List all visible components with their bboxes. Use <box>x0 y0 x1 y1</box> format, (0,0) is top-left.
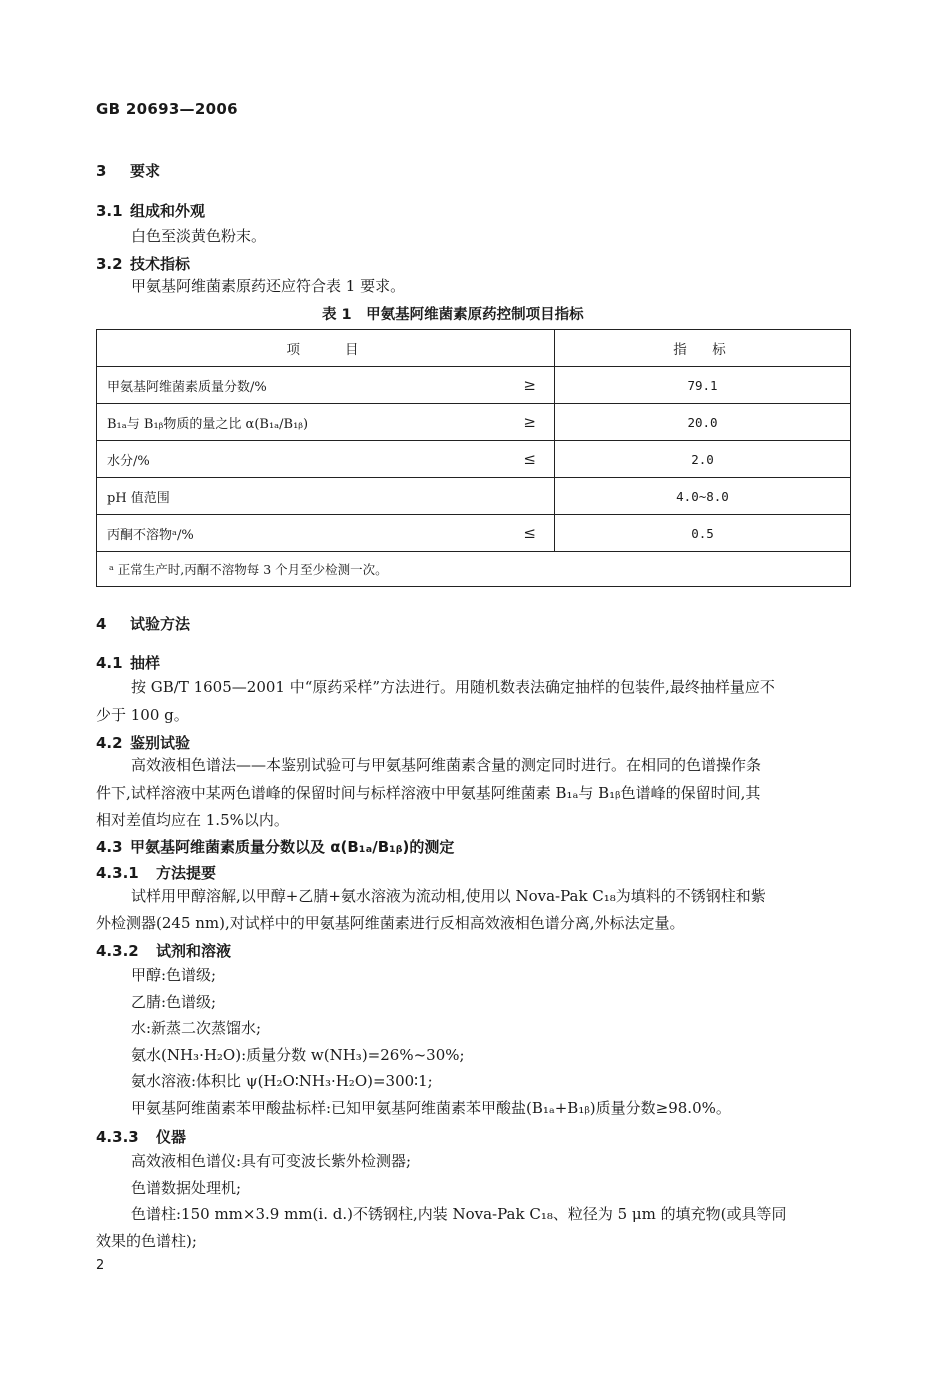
table-cell-item: 甲氨基阿维菌素质量分数/% <box>97 367 491 404</box>
section-3-1-heading <box>96 200 205 221</box>
section-4-1-heading <box>96 652 160 673</box>
section-number: 4.2 <box>96 734 123 752</box>
section-number: 3.2 <box>96 255 123 273</box>
table-cell-symbol: ≤ <box>490 515 555 552</box>
section-title: 技术指标 <box>130 255 191 273</box>
table-cell-value: 79.1 <box>555 367 851 404</box>
list-item: 甲氨基阿维菌素苯甲酸盐标样:已知甲氨基阿维菌素苯甲酸盐(B₁ₐ+B₁ᵦ)质量分数≥98.0%。 <box>131 1099 731 1117</box>
page-number: 2 <box>96 1258 105 1273</box>
table-cell-item: B₁ₐ与 B₁ᵦ物质的量之比 α(B₁ₐ/B₁ᵦ) <box>97 404 491 441</box>
section-4-3-heading <box>96 836 454 857</box>
table-footnote: ᵃ 正常生产时,丙酮不溶物每 3 个月至少检测一次。 <box>97 552 851 587</box>
section-3-heading <box>96 160 160 181</box>
paragraph-line: 高效液相色谱法——本鉴别试验可与甲氨基阿维菌素含量的测定同时进行。在相同的色谱操作条 <box>131 756 762 774</box>
section-title: 抽样 <box>130 654 161 672</box>
section-title: 鉴别试验 <box>130 734 191 752</box>
table-footnote-row <box>97 552 851 587</box>
section-title: 试剂和溶液 <box>156 942 232 960</box>
list-item: 水:新蒸二次蒸馏水; <box>131 1019 262 1037</box>
paragraph-line: 试样用甲醇溶解,以甲醇+乙腈+氨水溶液为流动相,使用以 Nova-Pak C₁₈为填料的不锈钢柱和紫 <box>131 887 766 905</box>
section-number: 4 <box>96 615 107 633</box>
list-item: 甲醇:色谱级; <box>131 966 217 984</box>
table-header-row <box>97 330 851 367</box>
section-4-3-3-heading <box>96 1126 186 1147</box>
table-cell-item: 丙酮不溶物ᵃ/% <box>97 515 491 552</box>
list-item: 色谱柱:150 mm×3.9 mm(i. d.)不锈钢柱,内装 Nova-Pak C₁₈、粒径为 5 μm 的填充物(或具等同 <box>131 1205 787 1223</box>
section-number: 3 <box>96 162 107 180</box>
table-cell-value: 0.5 <box>555 515 851 552</box>
table-cell-symbol: ≤ <box>490 441 555 478</box>
list-item: 高效液相色谱仪:具有可变波长紫外检测器; <box>131 1152 412 1170</box>
spec-table <box>96 329 851 587</box>
table-caption: 表 1 甲氨基阿维菌素原药控制项目指标 <box>322 307 584 323</box>
section-title: 方法提要 <box>156 864 217 882</box>
section-number: 3.1 <box>96 202 123 220</box>
section-title: 试验方法 <box>130 615 191 633</box>
table-cell-value: 2.0 <box>555 441 851 478</box>
list-item: 氨水溶液:体积比 ψ(H₂O∶NH₃·H₂O)=300∶1; <box>131 1072 433 1090</box>
table-row <box>97 441 851 478</box>
section-title: 仪器 <box>156 1128 187 1146</box>
table-row <box>97 515 851 552</box>
list-item: 色谱数据处理机; <box>131 1179 242 1197</box>
standard-number: GB 20693—2006 <box>96 100 238 118</box>
table-cell-value: 4.0~8.0 <box>555 478 851 515</box>
paragraph-line: 外检测器(245 nm),对试样中的甲氨基阿维菌素进行反相高效液相色谱分离,外标法定量。 <box>96 914 685 932</box>
section-number: 4.3.2 <box>96 942 139 960</box>
list-item: 效果的色谱柱); <box>96 1232 197 1250</box>
table-header-value: 指 标 <box>555 330 851 367</box>
section-number: 4.3 <box>96 838 123 856</box>
paragraph-line: 相对差值均应在 1.5%以内。 <box>96 811 289 829</box>
list-item: 乙腈:色谱级; <box>131 993 217 1011</box>
section-3-2-text: 甲氨基阿维菌素原药还应符合表 1 要求。 <box>131 277 406 295</box>
table-cell-symbol: ≥ <box>490 404 555 441</box>
section-4-2-heading <box>96 732 190 753</box>
section-4-heading <box>96 613 190 634</box>
table-cell-symbol: ≥ <box>490 367 555 404</box>
table-cell-item: 水分/% <box>97 441 491 478</box>
paragraph-line: 件下,试样溶液中某两色谱峰的保留时间与标样溶液中甲氨基阿维菌素 B₁ₐ与 B₁ᵦ色谱峰的保留时间,其 <box>96 784 761 802</box>
table-cell-value: 20.0 <box>555 404 851 441</box>
section-number: 4.3.1 <box>96 864 139 882</box>
table-cell-item: pH 值范围 <box>97 478 491 515</box>
section-title: 要求 <box>130 162 161 180</box>
section-number: 4.1 <box>96 654 123 672</box>
section-3-1-text: 白色至淡黄色粉末。 <box>131 227 267 245</box>
section-title: 组成和外观 <box>130 202 206 220</box>
section-3-2-heading <box>96 253 190 274</box>
table-cell-symbol <box>490 478 555 515</box>
section-number: 4.3.3 <box>96 1128 139 1146</box>
paragraph-line: 按 GB/T 1605—2001 中“原药采样”方法进行。用随机数表法确定抽样的包装件,最终抽样量应不 <box>131 678 775 696</box>
table-row <box>97 478 851 515</box>
section-title: 甲氨基阿维菌素质量分数以及 α(B₁ₐ/B₁ᵦ)的测定 <box>130 838 455 856</box>
list-item: 氨水(NH₃·H₂O):质量分数 w(NH₃)=26%~30%; <box>131 1046 465 1064</box>
paragraph-line: 少于 100 g。 <box>96 706 189 724</box>
table-row <box>97 367 851 404</box>
table-row <box>97 404 851 441</box>
section-4-3-2-heading <box>96 940 231 961</box>
section-4-3-1-heading <box>96 862 216 883</box>
table-header-item: 项 目 <box>97 330 555 367</box>
